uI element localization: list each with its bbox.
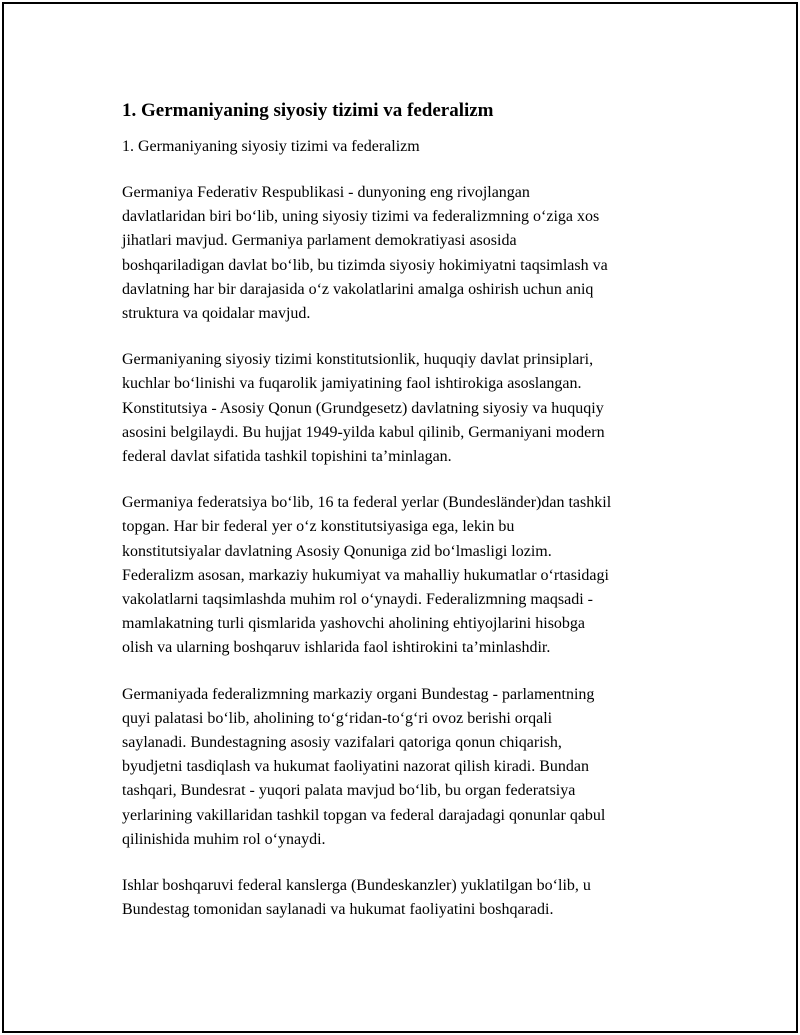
paragraph-line: quyi palatasi bo‘lib, aholining to‘g‘ridan-to‘g‘ri ovoz berishi orqali	[122, 709, 553, 727]
paragraph-line: Germaniyaning siyosiy tizimi konstitutsionlik, huquqiy davlat prinsiplari,	[122, 351, 594, 369]
paragraph-line: federal davlat sifatida tashkil topishini ta’minlagan.	[122, 448, 452, 466]
paragraph-line: byudjetni tasdiqlash va hukumat faoliyatini nazorat qilish kiradi. Bundan	[122, 758, 590, 776]
paragraph	[122, 874, 722, 922]
paragraph-line: Bundestag tomonidan saylanadi va hukumat faoliyatini boshqaradi.	[122, 901, 554, 919]
document-body	[122, 98, 722, 944]
paragraph-line: jihatlari mavjud. Germaniya parlament demokratiyasi asosida	[122, 232, 517, 250]
paragraph	[122, 683, 722, 852]
paragraph-line: davlatlaridan biri bo‘lib, uning siyosiy tizimi va federalizmning o‘ziga xos	[122, 208, 600, 226]
paragraph-line: qilinishida muhim rol o‘ynaydi.	[122, 830, 326, 848]
document-page	[2, 2, 798, 1033]
paragraph-line: Ishlar boshqaruvi federal kanslerga (Bundeskanzler) yuklatilgan bo‘lib, u	[122, 877, 591, 895]
paragraph-line: tashqari, Bundesrat - yuqori palata mavjud bo‘lib, bu organ federatsiya	[122, 782, 576, 800]
paragraph-line: mamlakatning turli qismlarida yashovchi aholining ehtiyojlarini hisobga	[122, 615, 586, 633]
paragraph-line: olish va ularning boshqaruv ishlarida faol ishtirokini ta’minlashdir.	[122, 639, 551, 657]
paragraph-line: Germaniyada federalizmning markaziy organi Bundestag - parlamentning	[122, 685, 595, 703]
paragraph-line: Konstitutsiya - Asosiy Qonun (Grundgesetz) davlatning siyosiy va huquqiy	[122, 399, 604, 417]
paragraph-line: Germaniya federatsiya bo‘lib, 16 ta federal yerlar (Bundesländer)dan tashkil	[122, 494, 612, 512]
paragraph-line: davlatning har bir darajasida o‘z vakolatlarini amalga oshirish uchun aniq	[122, 280, 594, 298]
paragraph-line: Germaniya Federativ Respublikasi - dunyoning eng rivojlangan	[122, 184, 530, 201]
document-heading: 1. Germaniyaning siyosiy tizimi va federalizm	[122, 100, 494, 121]
paragraph-line: asosini belgilaydi. Bu hujjat 1949-yilda kabul qilinib, Germaniyani modern	[122, 423, 605, 441]
paragraph	[122, 181, 722, 326]
document-subheading: 1. Germaniyaning siyosiy tizimi va federalizm	[122, 138, 420, 155]
paragraph	[122, 491, 722, 660]
paragraph-list	[122, 181, 722, 922]
paragraph-line: kuchlar bo‘linishi va fuqarolik jamiyatining faol ishtirokiga asoslangan.	[122, 375, 582, 393]
paragraph-line: boshqariladigan davlat bo‘lib, bu tizimda siyosiy hokimiyatni taqsimlash va	[122, 256, 608, 274]
paragraph-line: konstitutsiyalar davlatning Asosiy Qonuniga zid bo‘lmasligi lozim.	[122, 542, 552, 560]
paragraph-line: yerlarining vakillaridan tashkil topgan va federal darajadagi qonunlar qabul	[122, 806, 606, 824]
paragraph-line: struktura va qoidalar mavjud.	[122, 305, 311, 323]
paragraph-line: vakolatlarni taqsimlashda muhim rol o‘ynaydi. Federalizmning maqsadi -	[122, 591, 593, 609]
paragraph-line: saylanadi. Bundestagning asosiy vazifalari qatoriga qonun chiqarish,	[122, 734, 562, 752]
paragraph-line: topgan. Har bir federal yer o‘z konstitutsiyasiga ega, lekin bu	[122, 518, 515, 536]
paragraph-line: Federalizm asosan, markaziy hukumiyat va mahalliy hukumatlar o‘rtasidagi	[122, 566, 609, 584]
paragraph	[122, 348, 722, 469]
